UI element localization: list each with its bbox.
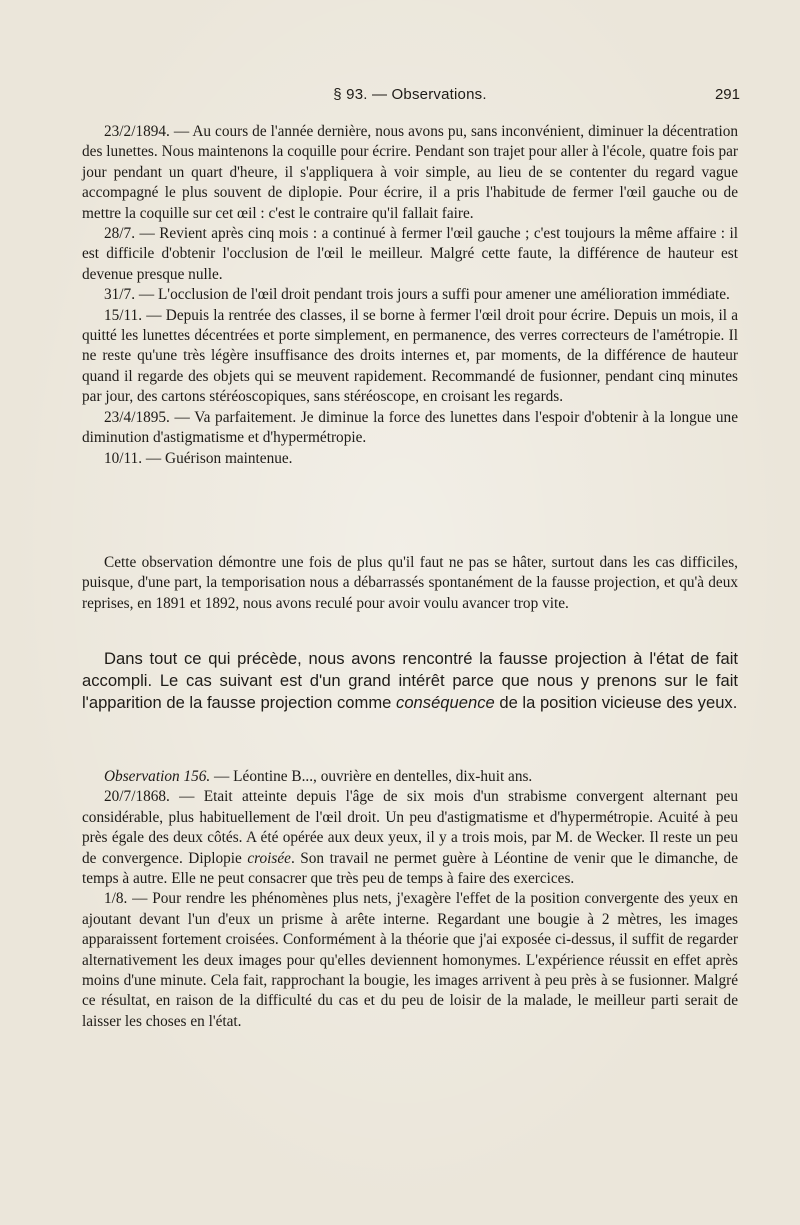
observation-title bbox=[82, 767, 738, 787]
observation-paragraph: 1/8. — Pour rendre les phénomènes plus nets, j'exagère l'effet de la position convergente des yeux en ajoutant devant l'un d'eux un prisme à arête interne. Regardant une bougie à 2 mètres, les images apparaissent fortement croisées. Conformément à la théorie que j'ai exposée ci-dessus, il suffit de regarder alternativement les deux images pour qu'elles deviennent homonymes. L'expérience réussit en effet après moins d'une minute. Cela fait, rapprochant la bougie, les images arrivent à peu près à se fusionner. Malgré ce résultat, en raison de la difficulté du cas et du peu de loisir de la malade, le meilleur parti serait de laisser les choses en l'état. bbox=[82, 890, 738, 1030]
page-number: 291 bbox=[714, 86, 740, 103]
entry-paragraph: 28/7. — Revient après cinq mois : a continué à fermer l'œil gauche ; c'est toujours la même affaire : il est difficile d'obtenir l'occlusion de l'œil le meilleur. Malgré cette faute, la différence de hauteur est devenue presque nulle. bbox=[82, 225, 738, 283]
observation-text: 20/7/1868. — Etait atteinte depuis l'âge de six mois d'un strabisme convergent alternant peu considérable, plus habituellement de l'œil droit. Un peu d'astigmatisme et d'hypermétropie. Acuité à peu près égale des deux côtés. A été opérée aux deux yeux, il y a trois mois, par M. de Wecker. Il reste un peu de convergence. Diplopie bbox=[82, 788, 738, 867]
conclusion-paragraph: Cette observation démontre une fois de plus qu'il faut ne pas se hâter, surtout dans les cas difficiles, puisque, d'une part, la temporisation nous a débarrassés spontanément de la fausse projection, et qu'à deux reprises, en 1891 et 1892, nous avons reculé pour avoir voulu avancer trop vite. bbox=[82, 554, 738, 612]
entry-paragraph: 23/2/1894. — Au cours de l'année dernière, nous avons pu, sans inconvénient, diminuer la décentration des lunettes. Nous maintenons la coquille pour écrire. Pendant son trajet pour aller à l'école, quatre fois par jour pendant un quart d'heure, il s'appliquera à voir simple, au lieu de se contenter du regard vague accompagné le plus souvent de diplopie. Pour écrire, il a pris l'habitude de fermer l'œil gauche ou de mettre la coquille sur cet œil : c'est le contraire qu'il fallait faire. bbox=[82, 123, 738, 222]
conclusion-block bbox=[82, 553, 738, 614]
page-header bbox=[80, 84, 740, 108]
running-head: § 93. — Observations. bbox=[333, 86, 487, 103]
observation-text-end: . Son travail ne permet guère à Léontine de venir que le dimanche, de temps à autre. Elle ne peut consacrer que très peu de temps à faire des exercices. bbox=[82, 849, 738, 888]
intro-paragraph bbox=[82, 648, 738, 714]
observation-paragraph bbox=[82, 787, 738, 889]
entry-paragraph: 15/11. — Depuis la rentrée des classes, il se borne à fermer l'œil droit pour écrire. Depuis un mois, il a quitté les lunettes décentrées et porte simplement, en permanence, des verres correcteurs de l'amétropie. Il ne reste qu'une très légère insuffisance des droits internes et, par moments, de la différence de hauteur quand il regarde des objets qui se meuvent rapidement. Recommandé de fusionner, pendant cinq minutes par jour, des cartons stéréoscopiques, sans stéréoscope, en croisant les regards. bbox=[82, 306, 738, 406]
entry-paragraph: 23/4/1895. — Va parfaitement. Je diminue la force des lunettes dans l'espoir d'obtenir à la longue une diminution d'astigmatisme et d'hypermétropie. bbox=[82, 408, 738, 447]
observation-emphasis: croisée bbox=[247, 849, 291, 867]
intro-emphasis: conséquence bbox=[396, 693, 495, 712]
entry-paragraph: 31/7. — L'occlusion de l'œil droit pendant trois jours a suffi pour amener une amélioration immédiate. bbox=[104, 286, 730, 304]
observation-label: Observation 156. bbox=[104, 768, 211, 785]
observation-block bbox=[82, 767, 738, 1032]
intro-text: Dans tout ce qui précède, nous avons rencontré la fausse projection à l'état de fait accompli. Le cas suivant est d'un grand intérêt parce que nous y prenons sur le fait l'apparition de la fausse projection comme bbox=[82, 649, 738, 712]
intro-text-end: de la position vicieuse des yeux. bbox=[494, 693, 738, 712]
intro-block bbox=[82, 648, 738, 714]
entry-paragraph: 10/11. — Guérison maintenue. bbox=[104, 449, 293, 467]
observation-title-rest: — Léontine B..., ouvrière en dentelles, dix-huit ans. bbox=[210, 768, 533, 785]
case-entries bbox=[82, 122, 738, 469]
